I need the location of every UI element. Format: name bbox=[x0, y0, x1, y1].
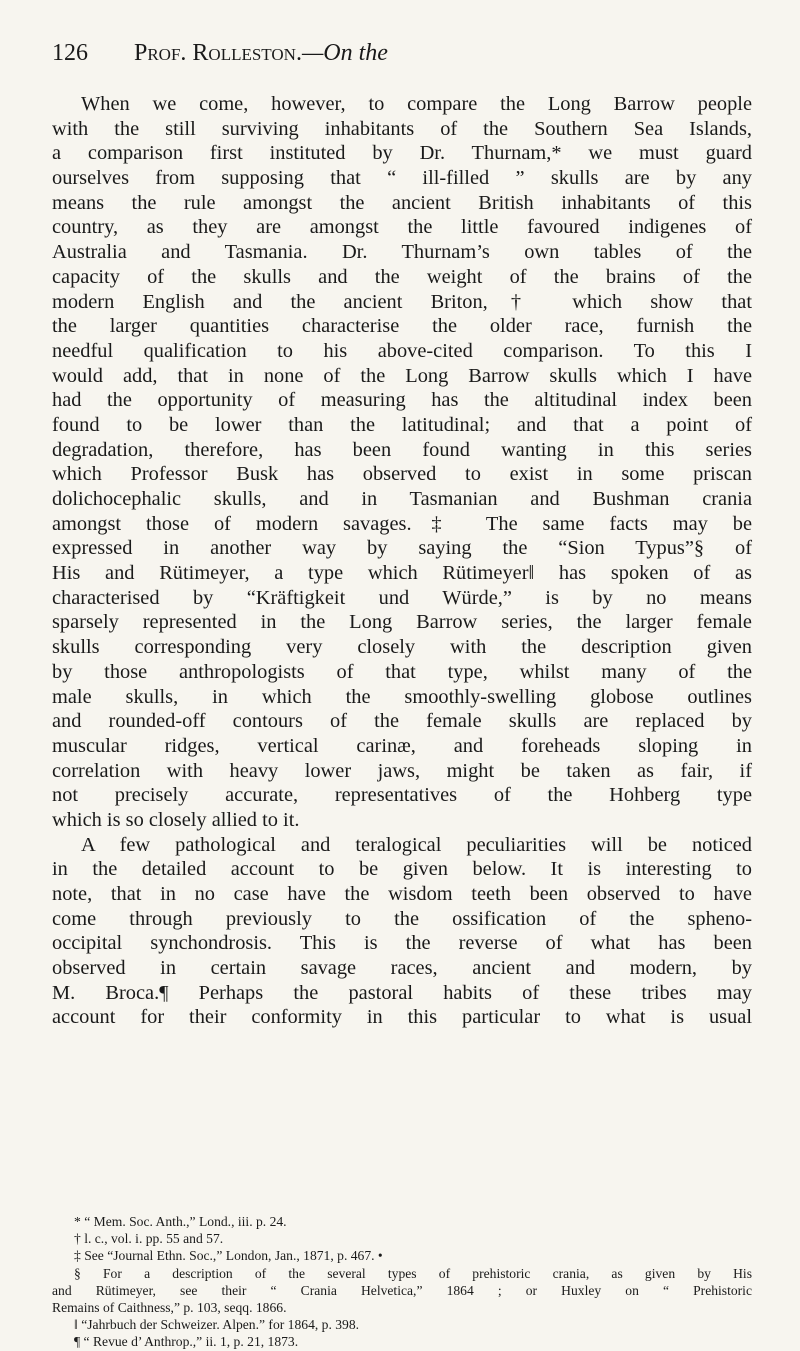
text-line: When we come, however, to compare the Long Barrow people bbox=[81, 93, 752, 115]
footnote: * “ Mem. Soc. Anth.,” Lond., iii. p. 24. bbox=[74, 1214, 287, 1229]
text-line: which Professor Busk has observed to exist in some priscan bbox=[52, 463, 752, 486]
text-line: by those anthropologists of that type, whilst many of the bbox=[52, 660, 752, 683]
text-line: male skulls, in which the smoothly-swelling globose outlines bbox=[52, 685, 752, 708]
text-line: occipital synchondrosis. This is the reverse of what has been bbox=[52, 932, 752, 955]
text-line: in the detailed account to be given below. It is interesting to bbox=[52, 858, 752, 881]
text-line: had the opportunity of measuring has the altitudinal index been bbox=[52, 389, 752, 412]
running-title: —On the bbox=[301, 40, 388, 66]
text-line: Australia and Tasmania. Dr. Thurnam’s own tables of the bbox=[52, 241, 752, 264]
text-line: characterised by “Kräftigkeit und Würde,” is by no means bbox=[52, 586, 752, 609]
text-line: not precisely accurate, representatives of the Hohberg type bbox=[52, 784, 752, 807]
text-line: observed in certain savage races, ancient and modern, by bbox=[52, 957, 752, 980]
text-line: found to be lower than the latitudinal; and that a point of bbox=[52, 413, 752, 436]
text-line: sparsely represented in the Long Barrow series, the larger female bbox=[52, 611, 752, 634]
text-line: the larger quantities characterise the older race, furnish the bbox=[52, 315, 752, 338]
text-line: degradation, therefore, has been found wanting in this series bbox=[52, 438, 752, 461]
text-line: would add, that in none of the Long Barrow skulls which I have bbox=[52, 364, 752, 387]
text-line: with the still surviving inhabitants of the Southern Sea Islands, bbox=[52, 117, 752, 140]
footnote: † l. c., vol. i. pp. 55 and 57. bbox=[74, 1231, 224, 1247]
text-line: means the rule amongst the ancient British inhabitants of this bbox=[52, 191, 752, 214]
text-line: which is so closely allied to it. bbox=[52, 808, 300, 831]
text-line: muscular ridges, vertical carinæ, and foreheads sloping in bbox=[52, 734, 752, 757]
footnote: and Rütimeyer, see their “ Crania Helvetica,” 1864 ; or Huxley on “ Prehistoric bbox=[52, 1282, 752, 1298]
text-line: needful qualification to his above-cited comparison. To this I bbox=[52, 339, 752, 362]
text-line: correlation with heavy lower jaws, might be taken as fair, if bbox=[52, 759, 752, 782]
footnote: Remains of Caithness,” p. 103, seqq. 1866. bbox=[52, 1300, 287, 1316]
page-number: 126 bbox=[52, 40, 88, 66]
text-line: come through previously to the ossification of the spheno- bbox=[52, 907, 752, 930]
footnote: ¶ “ Revue d’ Anthrop.,” ii. 1, p. 21, 1873. bbox=[74, 1334, 299, 1350]
author-name: Prof. Rolleston. bbox=[134, 40, 302, 66]
text-line: ourselves from supposing that “ ill-filled ” skulls are by any bbox=[52, 167, 752, 190]
text-line: skulls corresponding very closely with the description given bbox=[52, 636, 752, 659]
text-line: expressed in another way by saying the “Sion Typus”§ of bbox=[52, 537, 752, 560]
text-line: modern English and the ancient Briton,† which show that bbox=[52, 290, 752, 313]
text-line: M. Broca.¶ Perhaps the pastoral habits of these tribes may bbox=[52, 981, 752, 1004]
footnote: ‡ See “Journal Ethn. Soc.,” London, Jan., 1871, p. 467. • bbox=[74, 1248, 383, 1264]
text-line: account for their conformity in this particular to what is usual bbox=[52, 1006, 752, 1029]
text-line: amongst those of modern savages.‡ The same facts may be bbox=[52, 512, 752, 535]
footnote: § For a description of the several types of prehistoric crania, as given by His bbox=[74, 1265, 752, 1281]
text-line: capacity of the skulls and the weight of the brains of the bbox=[52, 265, 752, 288]
body-text bbox=[52, 92, 752, 1030]
footnotes bbox=[52, 1213, 752, 1351]
text-line: A few pathological and teralogical peculiarities will be noticed bbox=[81, 833, 752, 856]
text-line: and rounded-off contours of the female skulls are replaced by bbox=[52, 710, 752, 733]
text-line: country, as they are amongst the little favoured indigenes of bbox=[52, 216, 752, 239]
running-head bbox=[52, 40, 752, 67]
text-line: a comparison first instituted by Dr. Thurnam,* we must guard bbox=[52, 142, 752, 165]
text-line: His and Rütimeyer, a type which Rütimeyer‖ has spoken of as bbox=[52, 562, 752, 585]
text-line: dolichocephalic skulls, and in Tasmanian and Bushman crania bbox=[52, 488, 752, 510]
text-line: note, that in no case have the wisdom teeth been observed to have bbox=[52, 883, 752, 905]
footnote: ‖ “Jahrbuch der Schweizer. Alpen.” for 1864, p. 398. bbox=[74, 1317, 360, 1333]
